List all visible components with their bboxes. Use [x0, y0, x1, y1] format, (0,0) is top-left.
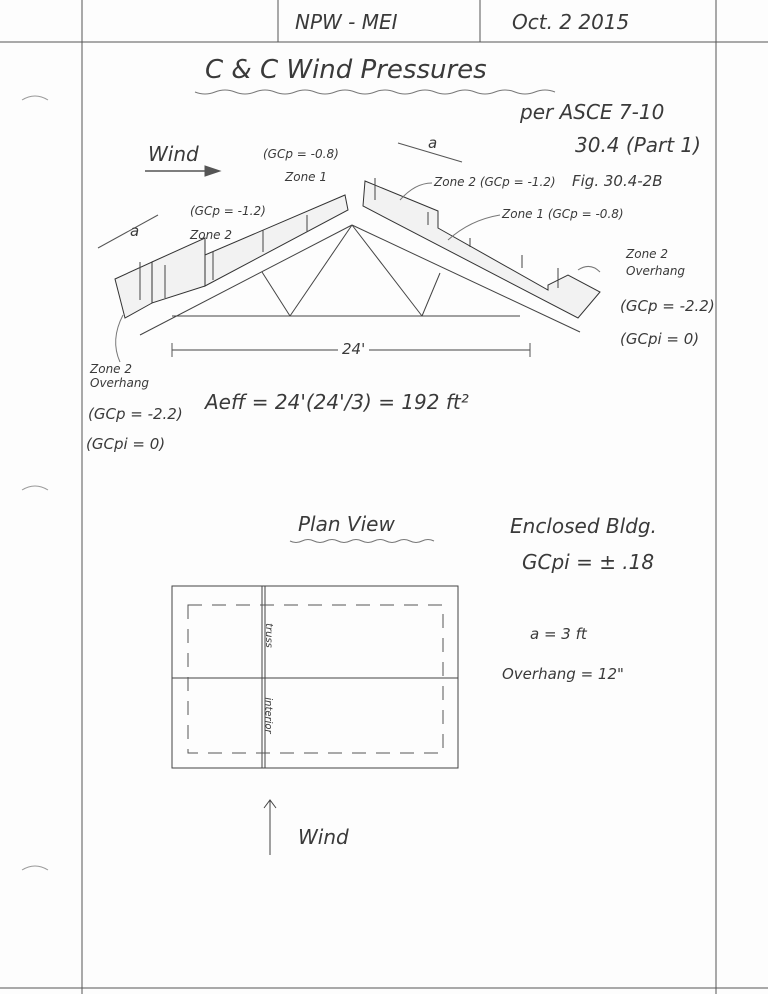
header-date: Oct. 2 2015	[512, 10, 630, 34]
wind-label: Wind	[148, 142, 199, 166]
truss-label: truss	[262, 623, 274, 648]
zone2-gcp-left: (GCp = -1.2)	[190, 204, 266, 218]
overhang-label-left: Zone 2 Overhang	[90, 362, 150, 390]
overhang-label-right-1: Zone 2	[626, 247, 668, 261]
overhang-gcpi-right: (GCpi = 0)	[620, 330, 700, 348]
hole-punch-icon	[22, 96, 48, 100]
zone1-gcp-left: (GCp = -0.8)	[263, 147, 339, 161]
overhang-gcp-right: (GCp = -2.2)	[620, 297, 715, 315]
enclosure-note: Enclosed Bldg.	[510, 514, 657, 538]
zone1-label-left: Zone 1	[285, 170, 327, 184]
effective-area-equation: Aeff = 24'(24'/3) = 192 ft²	[205, 390, 469, 414]
reference-figure: Fig. 30.4-2B	[572, 172, 663, 190]
a-value-note: a = 3 ft	[530, 625, 587, 643]
overhang-label-right-2: Overhang	[626, 264, 686, 278]
dimension-a-right: a	[428, 134, 438, 152]
span-dimension: 24'	[338, 340, 369, 358]
plan-view-title: Plan View	[298, 512, 395, 536]
plan-wind-label: Wind	[298, 825, 349, 849]
reference-code: per ASCE 7-10	[520, 100, 665, 124]
overhang-note: Overhang = 12"	[502, 665, 624, 683]
zone2-label-left: Zone 2	[190, 228, 232, 242]
hole-punch-icon	[22, 486, 48, 490]
interior-label: interior	[262, 697, 274, 734]
zone1-label-right: Zone 1 (GCp = -0.8)	[502, 207, 624, 221]
page-title: C & C Wind Pressures	[205, 55, 487, 85]
overhang-gcp-left: (GCp = -2.2)	[88, 405, 183, 423]
zone2-label-right: Zone 2 (GCp = -1.2)	[434, 175, 556, 189]
dimension-a-left: a	[130, 222, 140, 240]
hole-punch-icon	[22, 866, 48, 870]
header-author: NPW - MEI	[295, 10, 398, 34]
reference-section: 30.4 (Part 1)	[575, 133, 701, 157]
gcpi-note: GCpi = ± .18	[522, 550, 655, 574]
overhang-gcpi-left: (GCpi = 0)	[86, 435, 166, 453]
